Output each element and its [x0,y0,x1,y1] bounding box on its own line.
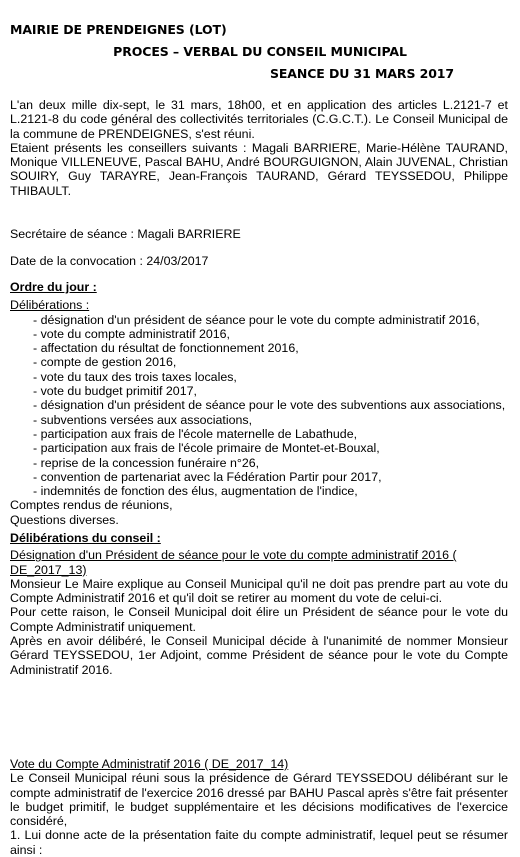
agenda-item: - convention de partenariat avec la Fédération Partir pour 2017, [33,469,382,484]
deliberation-1-paragraph: Après en avoir délibéré, le Conseil Municipal décide à l'unanimité de nommer Monsieur Gérard TEYSSEDOU, 1er Adjoint, comme Président de séance pour le vote du Compte Administratif 2016. [10,634,508,677]
deliberation-2-section [10,757,508,857]
deliberation-2-title: Vote du Compte Administratif 2016 ( DE_2017_14) [10,757,289,771]
deliberation-2-paragraph: Le Conseil Municipal réuni sous la présidence de Gérard TEYSSEDOU délibérant sur le compte administratif de l'exercice 2016 dressé par BAHU Pascal après s'être fait présenter le budget primitif, le budget supplémentaire et les décisions modificatives de l'exercice considéré, [10,771,508,829]
document-title: PROCES – VERBAL DU CONSEIL MUNICIPAL [113,44,407,59]
agenda-item: - indemnités de fonction des élus, augmentation de l'indice, [33,484,358,499]
intro-paragraph: L'an deux mille dix-sept, le 31 mars, 18h00, et en application des articles L.2121-7 et L.2121-8 du code général des collectivités territoriales (C.G.C.T.). Le Conseil Municipal de la commune de PRENDEIGNES, s'est réuni. [10,98,508,141]
agenda-item: - désignation d'un président de séance pour le vote du compte administratif 2016, [33,312,480,327]
agenda-section [10,280,508,527]
agenda-item: - subventions versées aux associations, [33,412,253,427]
mairie-heading: MAIRIE DE PRENDEIGNES (LOT) [10,22,227,37]
attendees-paragraph: Etaient présents les conseillers suivants : Magali BARRIERE, Marie-Hélène TAURAND, Monique VILLENEUVE, Pascal BAHU, André BOURGUIGNON, Alain JUVENAL, Christian SOUIRY, Guy TARAYRE, Jean-François TAURAND, Gérard TEYSSEDOU, Philippe THIBAULT. [10,140,508,198]
agenda-heading: Ordre du jour : [10,280,97,294]
deliberation-1-paragraph: Monsieur Le Maire explique au Conseil Municipal qu'il ne doit pas prendre part au vote du Compte Administratif 2016 et qu'il doit se retirer au moment du vote de celui-ci. [10,576,508,606]
convocation-date-line: Date de la convocation : 24/03/2017 [10,254,209,268]
agenda-list [10,313,508,499]
agenda-item: - participation aux frais de l'école maternelle de Labathude, [33,426,358,441]
deliberation-1-paragraph: Pour cette raison, le Conseil Municipal doit élire un Président de séance pour le vote du Compte Administratif uniquement. [10,605,508,634]
agenda-item: - désignation d'un président de séance pour le vote des subventions aux associations, [33,398,506,413]
agenda-tail-item: Questions diverses. [10,512,119,527]
seance-date-heading: SEANCE DU 31 MARS 2017 [269,66,454,81]
agenda-item: - reprise de la concession funéraire n°26, [33,455,260,470]
agenda-item: - participation aux frais de l'école primaire de Montet-et-Bouxal, [33,441,380,456]
agenda-item: - vote du budget primitif 2017, [33,384,197,399]
deliberation-2-paragraph: 1. Lui donne acte de la présentation faite du compte administratif, lequel peut se résumer ainsi : [10,828,508,857]
secretary-line: Secrétaire de séance : Magali BARRIERE [10,227,241,241]
agenda-item: - compte de gestion 2016, [33,355,177,370]
deliberation-1-title: Désignation d'un Président de séance pour le vote du compte administratif 2016 ( DE_2017_13) [10,548,457,577]
agenda-item: - vote du compte administratif 2016, [33,326,230,341]
agenda-item: - vote du taux des trois taxes locales, [33,369,237,384]
agenda-item: - affectation du résultat de fonctionnement 2016, [33,341,299,356]
agenda-tail-list [10,498,508,527]
deliberations-heading: Délibérations du conseil : [10,531,161,545]
agenda-tail-item: Comptes rendus de réunions, [10,498,173,513]
intro-section [10,98,508,198]
agenda-deliberations-heading: Délibérations : [10,298,90,313]
deliberations-section [10,531,508,677]
